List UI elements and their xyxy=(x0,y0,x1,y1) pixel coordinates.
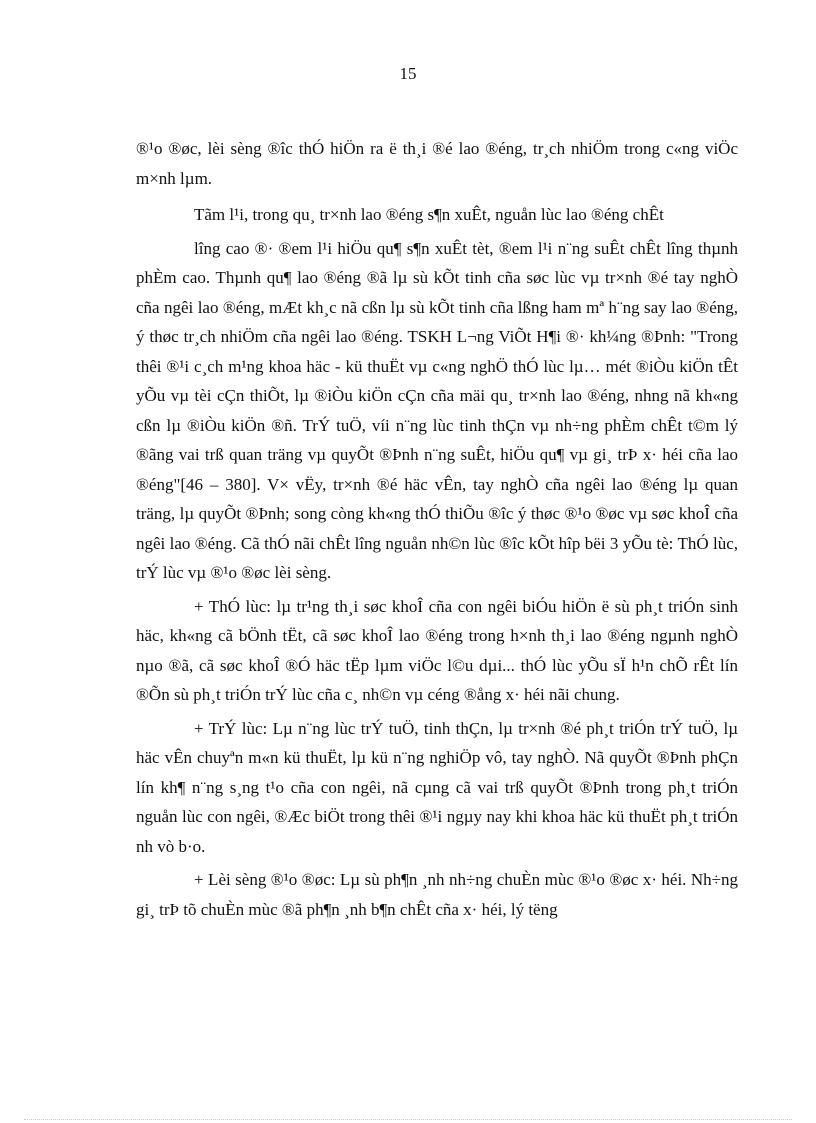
paragraph: + Lèi sèng ®¹o ®øc: Lµ sù ph¶n ¸nh nh÷ng chuÈn mùc ®¹o ®øc x· héi. Nh÷ng gi¸ trÞ tõ chuÈn mùc ®ã ph¶n ¸nh b¶n chÊt cña x· héi, lý tëng xyxy=(136,870,738,919)
document-body xyxy=(136,134,738,928)
paragraph: + ThÓ lùc: lµ tr¹ng th¸i søc khoÎ cña con ngêi biÓu hiÖn ë sù ph¸t triÓn sinh häc, kh«ng cã bÖnh tËt, cã søc khoÎ lao ®éng trong h×nh th¸i lao ®éng ngµnh nghÒ nµo ®ã, cã søc khoÎ ®Ó häc tËp lµm viÖc l©u dµi... thÓ lùc yÕu sÏ h¹n chÕ rÊt lín ®Õn sù ph¸t triÓn trÝ lùc cña c¸ nh©n vµ céng ®ång x· héi nãi chung. xyxy=(136,596,738,704)
paragraph: + TrÝ lùc: Lµ n¨ng lùc trÝ tuÖ, tinh thÇn, lµ tr×nh ®é ph¸t triÓn trÝ tuÖ, lµ häc vÊn chuyªn m«n kü thuËt, lµ kü n¨ng nghiÖp vô, tay nghÒ. Nã quyÕt ®Þnh phÇn lín kh¶ n¨ng s¸ng t¹o cña con ngêi, nã cµng cã vai trß quyÕt ®Þnh trong ph¸t triÓn nguån lùc con ngêi, ®Æc biÖt trong thêi ®¹i ngµy nay khi khoa häc kü thuËt ph¸t triÓn nh vò b·o. xyxy=(136,718,738,856)
page-number: 15 xyxy=(399,64,417,83)
paragraph: lîng cao ®· ®em l¹i hiÖu qu¶ s¶n xuÊt tèt, ®em l¹i n¨ng suÊt chÊt lîng thµnh phÈm cao. Thµnh qu¶ lao ®éng ®ã lµ sù kÕt tinh cña søc lùc vµ tr×nh ®é tay nghÒ cña ngêi lao ®éng, mÆt kh¸c nã cßn lµ sù kÕt tinh cña lßng ham mª h¨ng say lao ®éng, ý thøc tr¸ch nhiÖm cña ngêi lao ®éng. TSKH L¬ng ViÕt H¶i ®· kh¼ng ®Þnh: "Trong thêi ®¹i c¸ch m¹ng khoa häc - kü thuËt vµ c«ng nghÖ thÓ lùc lµ… mét ®iÒu kiÖn tÊt yÕu vµ tèi cÇn thiÕt, lµ ®iÒu kiÖn cÇn cña mäi qu¸ tr×nh lao ®éng, nhng nã kh«ng cßn lµ ®iÒu kiÖn ®ñ. TrÝ tuÖ, víi n¨ng lùc tinh thÇn vµ nh÷ng phÈm chÊt t©m lý ®ãng vai trß quan träng vµ quyÕt ®Þnh n¨ng suÊt, hiÖu qu¶ vµ gi¸ trÞ x· héi cña lao ®éng"[46 – 380]. V× vËy, tr×nh ®é häc vÊn, tay nghÒ cña ngêi lao ®éng lµ quan träng, lµ quyÕt ®Þnh; song còng kh«ng thÓ thiÕu ®îc ý thøc ®¹o ®øc vµ søc khoÎ cña ngêi lao ®éng. Cã thÓ nãi chÊt lîng nguån nh©n lùc ®îc kÕt hîp bëi 3 yÕu tè: ThÓ lùc, trÝ lùc vµ ®¹o ®øc lèi sèng. xyxy=(136,238,738,582)
paragraph: ®¹o ®øc, lèi sèng ®îc thÓ hiÖn ra ë th¸i ®é lao ®éng, tr¸ch nhiÖm trong c«ng viÖc m×nh lµm. xyxy=(136,139,738,188)
page-bottom-rule xyxy=(24,1119,792,1120)
paragraph: Tãm l¹i, trong qu¸ tr×nh lao ®éng s¶n xuÊt, nguån lùc lao ®éng chÊt xyxy=(194,205,664,224)
